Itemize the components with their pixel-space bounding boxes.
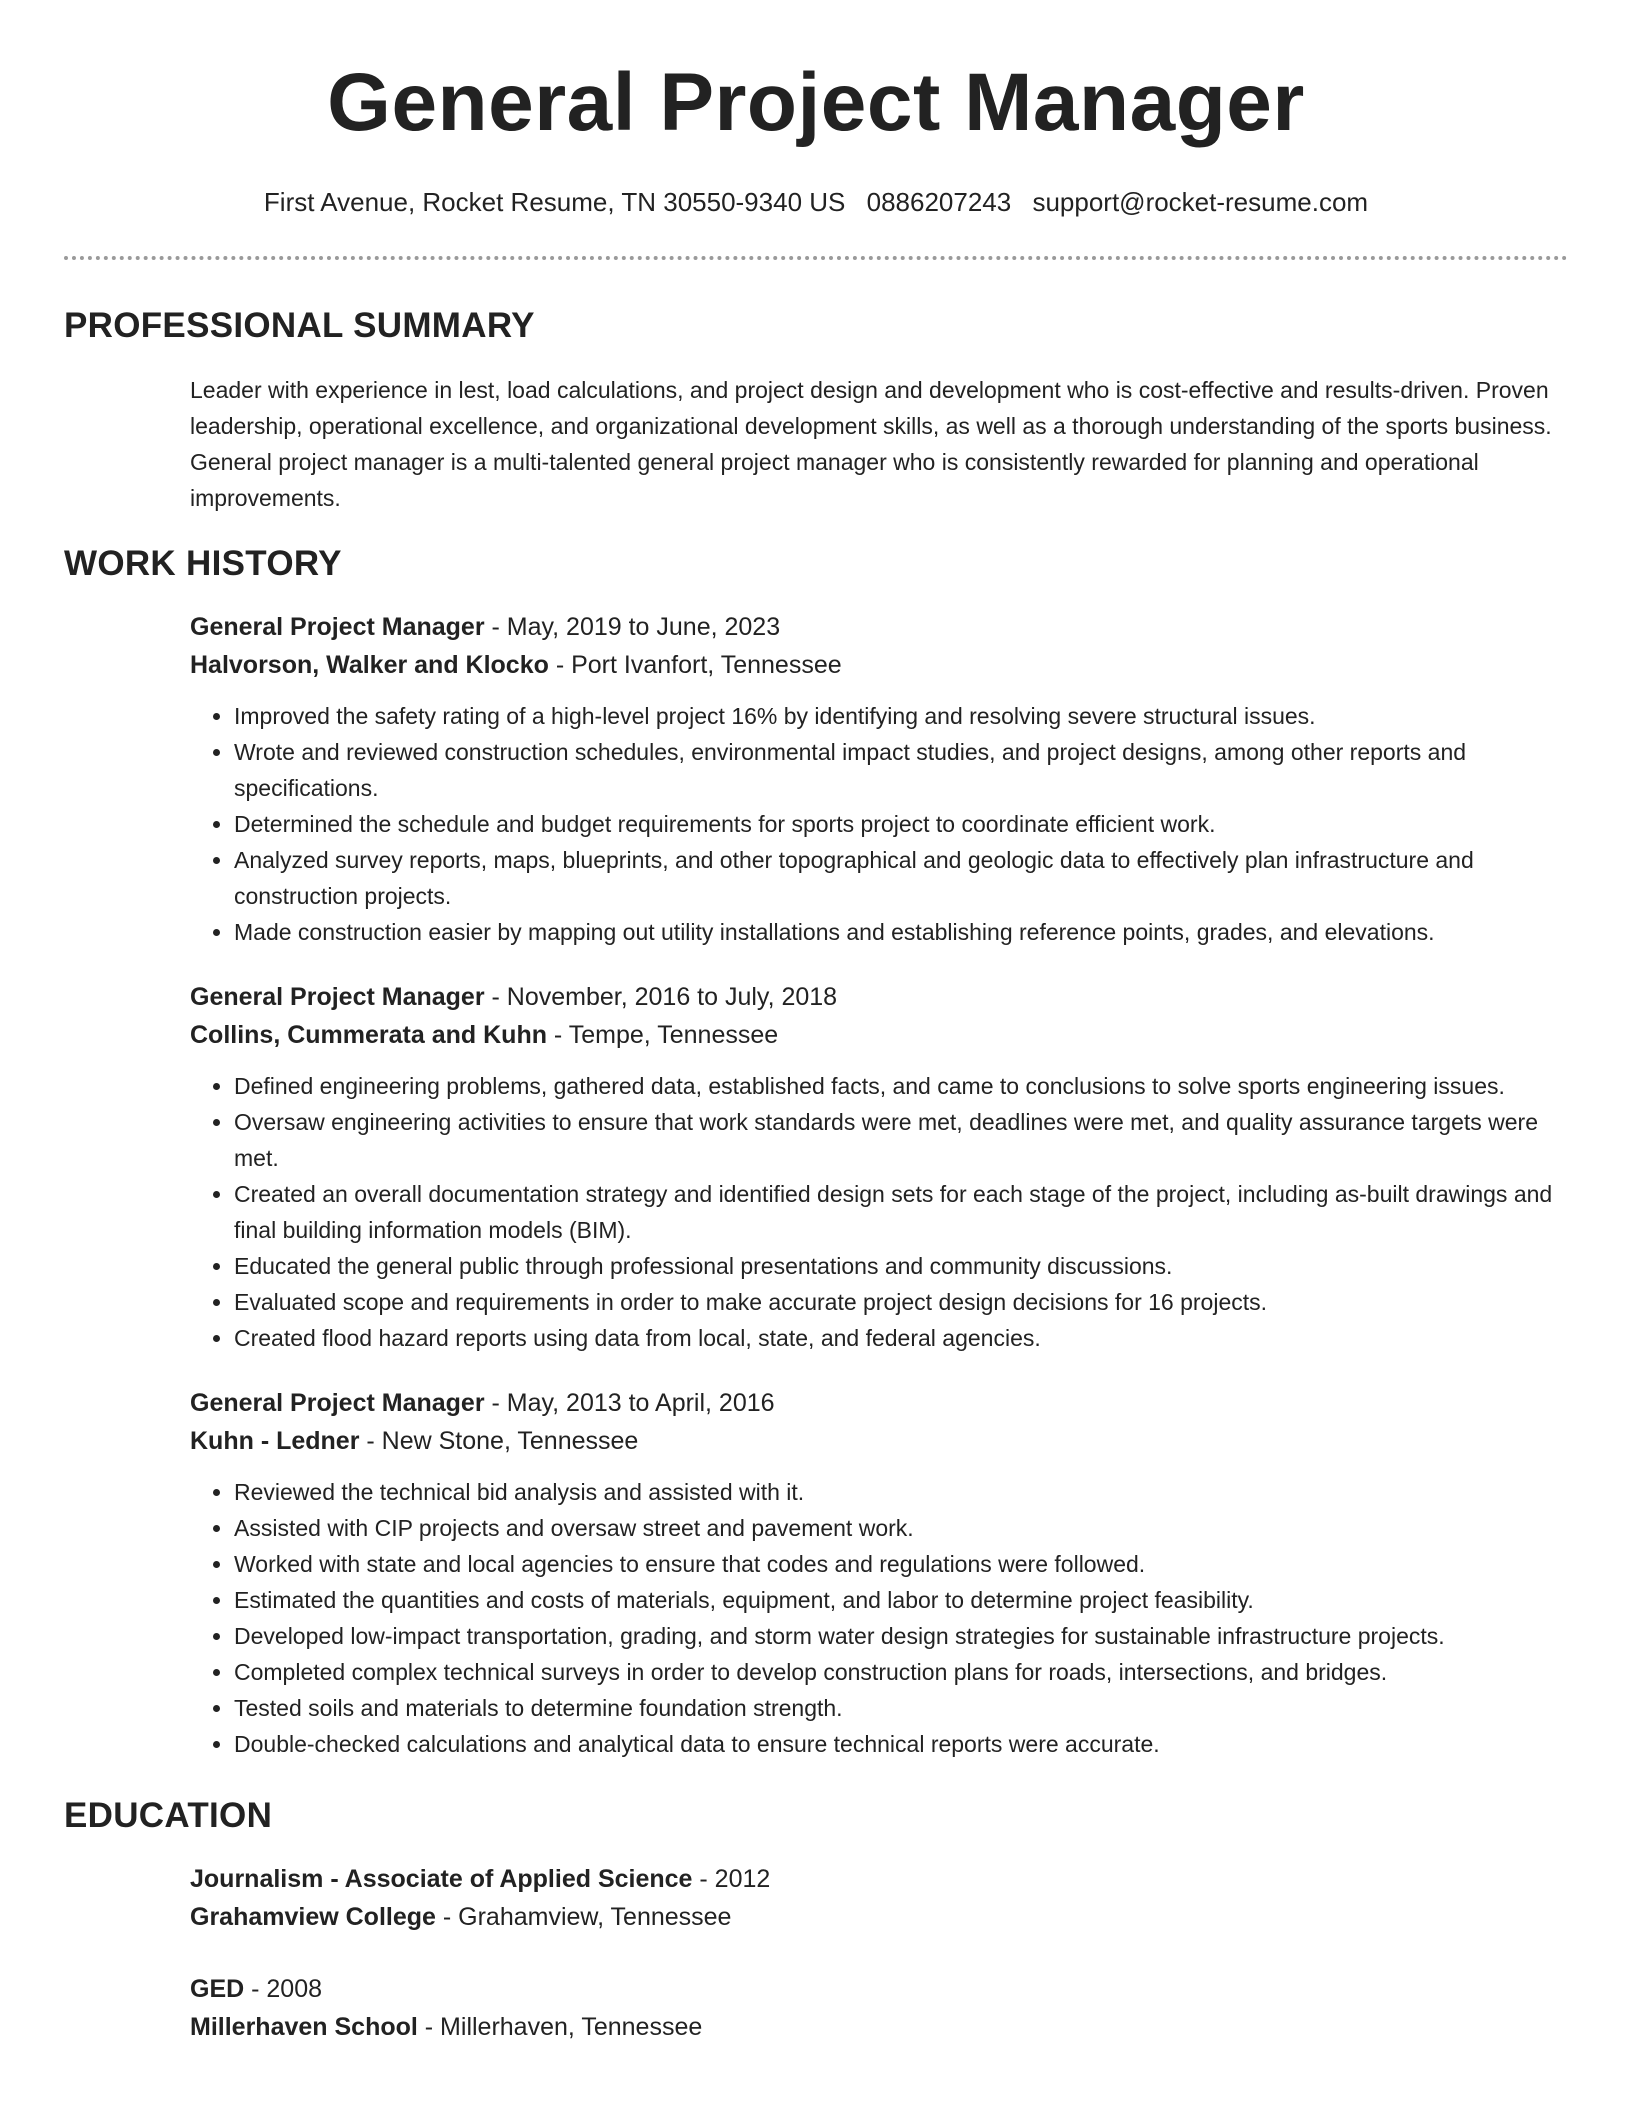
job-bullet: • Educated the general public through professional presentations and community discussions. (234, 1248, 1568, 1284)
job-title-line (190, 1384, 1568, 1422)
education-school-line (190, 2008, 1568, 2046)
job-location: - Port Ivanfort, Tennessee (548, 651, 842, 679)
contact-phone: 0886207243 (866, 187, 1012, 217)
education-entry (190, 1970, 1568, 2046)
job-company-line (190, 646, 1568, 684)
job-bullet: • Created an overall documentation strategy and identified design sets for each stage of the project, including as-built drawings and final building information models (BIM). (234, 1176, 1568, 1248)
job-dates: - May, 2013 to April, 2016 (484, 1389, 775, 1417)
education-location: - Millerhaven, Tennessee (417, 2013, 703, 2041)
summary-heading: PROFESSIONAL SUMMARY (64, 306, 535, 345)
job-bullets (190, 1474, 1568, 1762)
job-entry (190, 608, 1568, 950)
job-dates: - May, 2019 to June, 2023 (484, 613, 781, 641)
education-school: Millerhaven School (190, 2013, 418, 2041)
job-bullet: • Double-checked calculations and analytical data to ensure technical reports were accurate. (234, 1726, 1568, 1762)
job-bullet: • Developed low-impact transportation, grading, and storm water design strategies for sustainable infrastructure projects. (234, 1618, 1568, 1654)
education-location: - Grahamview, Tennessee (435, 1903, 732, 1931)
education-entry (190, 1860, 1568, 1936)
job-bullet: • Made construction easier by mapping out utility installations and establishing reference points, grades, and elevations. (234, 914, 1568, 950)
job-bullet: • Evaluated scope and requirements in order to make accurate project design decisions for 16 projects. (234, 1284, 1568, 1320)
job-dates: - November, 2016 to July, 2018 (484, 983, 838, 1011)
header-divider (64, 256, 1568, 260)
job-title-line (190, 978, 1568, 1016)
job-bullet: • Worked with state and local agencies to ensure that codes and regulations were followed. (234, 1546, 1568, 1582)
job-bullet: • Assisted with CIP projects and oversaw street and pavement work. (234, 1510, 1568, 1546)
job-location: - New Stone, Tennessee (359, 1427, 639, 1455)
education-degree: Journalism - Associate of Applied Science (190, 1865, 693, 1893)
job-title-line (190, 608, 1568, 646)
job-bullet: • Tested soils and materials to determine foundation strength. (234, 1690, 1568, 1726)
job-location: - Tempe, Tennessee (546, 1021, 779, 1049)
job-bullet: • Reviewed the technical bid analysis and assisted with it. (234, 1474, 1568, 1510)
job-entry (190, 1384, 1568, 1762)
job-company: Collins, Cummerata and Kuhn (190, 1021, 547, 1049)
resume-name: General Project Manager (327, 57, 1305, 148)
education-degree-line (190, 1970, 1568, 2008)
education-year: - 2012 (692, 1865, 771, 1893)
job-bullets (190, 698, 1568, 950)
job-bullet: • Wrote and reviewed construction schedules, environmental impact studies, and project designs, among other reports and specifications. (234, 734, 1568, 806)
education-heading: EDUCATION (64, 1796, 273, 1835)
job-bullet: • Completed complex technical surveys in order to develop construction plans for roads, intersections, and bridges. (234, 1654, 1568, 1690)
job-role: General Project Manager (190, 983, 485, 1011)
job-company-line (190, 1422, 1568, 1460)
job-bullet: • Improved the safety rating of a high-level project 16% by identifying and resolving severe structural issues. (234, 698, 1568, 734)
job-bullets (190, 1068, 1568, 1356)
job-bullet: • Analyzed survey reports, maps, blueprints, and other topographical and geologic data to effectively plan infrastructure and construction projects. (234, 842, 1568, 914)
job-role: General Project Manager (190, 613, 485, 641)
contact-line (64, 186, 1568, 218)
contact-email: support@rocket-resume.com (1032, 187, 1369, 217)
education-degree-line (190, 1860, 1568, 1898)
job-company: Halvorson, Walker and Klocko (190, 651, 549, 679)
job-bullet: • Created flood hazard reports using data from local, state, and federal agencies. (234, 1320, 1568, 1356)
job-role: General Project Manager (190, 1389, 485, 1417)
job-bullet: • Oversaw engineering activities to ensure that work standards were met, deadlines were met, and quality assurance targets were met. (234, 1104, 1568, 1176)
job-company-line (190, 1016, 1568, 1054)
summary-text: Leader with experience in lest, load calculations, and project design and development who is cost-effective and results-driven. Proven leadership, operational excellence, and organizational development skills, as well as a thorough understanding of the sports business. General project manager is a multi-talented general project manager who is consistently rewarded for planning and operational improvements. (190, 377, 1552, 511)
job-company: Kuhn - Ledner (190, 1427, 360, 1455)
education-school-line (190, 1898, 1568, 1936)
education-year: - 2008 (244, 1975, 323, 2003)
job-entry (190, 978, 1568, 1356)
education-school: Grahamview College (190, 1903, 436, 1931)
education-degree: GED (190, 1975, 245, 2003)
contact-address: First Avenue, Rocket Resume, TN 30550-9340 US (263, 187, 846, 217)
job-bullet: • Defined engineering problems, gathered data, established facts, and came to conclusions to solve sports engineering issues. (234, 1068, 1568, 1104)
job-bullet: • Determined the schedule and budget requirements for sports project to coordinate efficient work. (234, 806, 1568, 842)
work-history-heading: WORK HISTORY (64, 544, 342, 583)
job-bullet: • Estimated the quantities and costs of materials, equipment, and labor to determine project feasibility. (234, 1582, 1568, 1618)
